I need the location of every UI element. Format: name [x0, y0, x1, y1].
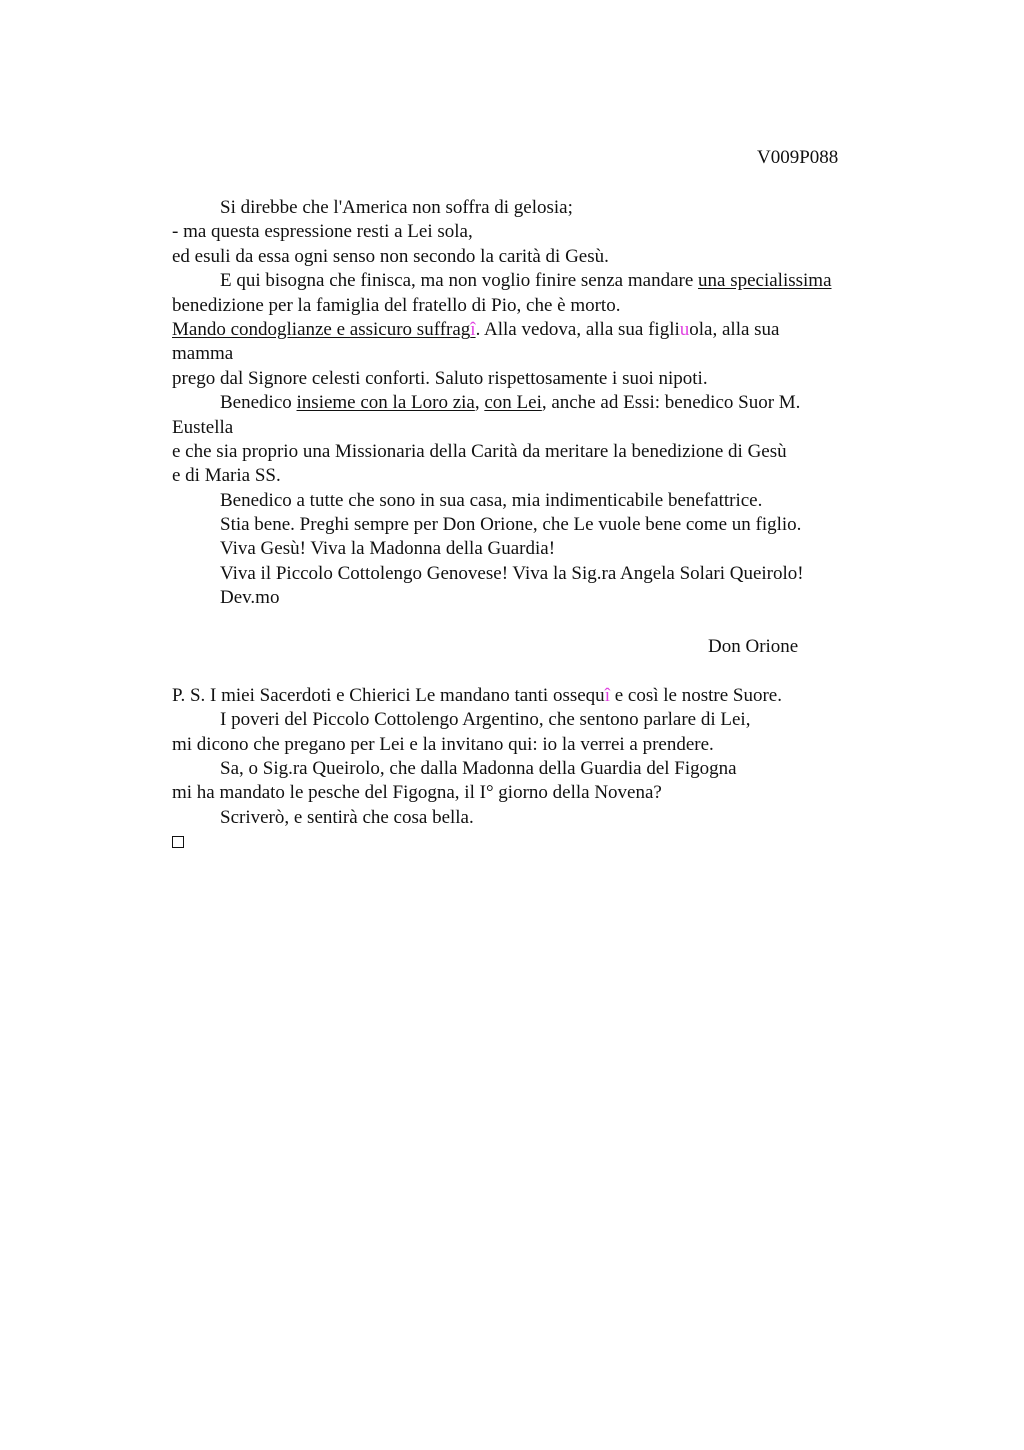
text-line: Viva il Piccolo Cottolengo Genovese! Viva la Sig.ra Angela Solari Queirolo! [220, 562, 804, 584]
page-identifier: V009P088 [757, 147, 839, 168]
text-line: Benedico a tutte che sono in sua casa, mia indimenticabile benefattrice. [220, 489, 763, 511]
text-line: prego dal Signore celesti conforti. Saluto rispettosamente i suoi nipoti. [172, 367, 708, 389]
letter-body [172, 196, 912, 855]
square-icon [172, 836, 184, 848]
underlined-text: insieme con la Loro zia [296, 392, 475, 414]
text-run: E qui bisogna che finisca, ma non voglio finire senza mandare [220, 270, 699, 292]
signature: Don Orione [708, 636, 799, 658]
text-run: . Alla vedova, alla sua figli [475, 318, 680, 340]
underlined-text: una specialissima [698, 270, 832, 292]
text-line [172, 391, 912, 415]
postscript-line: mi ha mandato le pesche del Figogna, il I° giorno della Novena? [172, 782, 662, 804]
underlined-text [172, 319, 476, 340]
underlined-text: con Lei [484, 392, 542, 414]
text-line: Si direbbe che l'America non soffra di gelosia; [220, 197, 573, 218]
text-line [172, 318, 912, 342]
correction-mark: u [679, 318, 690, 340]
postscript-line: Sa, o Sig.ra Queirolo, che dalla Madonna della Guardia del Figogna [220, 757, 737, 779]
text-run: , anche ad Essi: benedico Suor M. [541, 392, 801, 414]
blank-line [172, 611, 912, 635]
blank-line [172, 659, 912, 683]
text-run: Benedico [220, 392, 297, 414]
text-run: P. S. I miei Sacerdoti e Chierici Le mandano tanti ossequ [172, 684, 605, 706]
text-line: mamma [172, 343, 234, 365]
postscript-line [172, 684, 912, 708]
text-line: Dev.mo [220, 587, 280, 609]
text-line: Eustella [172, 416, 234, 438]
text-line [172, 269, 912, 293]
correction-mark: î [470, 318, 476, 340]
text-run: , [474, 392, 485, 414]
text-line: e che sia proprio una Missionaria della Carità da meritare la benedizione di Gesù [172, 440, 787, 462]
text-line: benedizione per la famiglia del fratello di Pio, che è morto. [172, 294, 621, 316]
postscript-line: I poveri del Piccolo Cottolengo Argentino, che sentono parlare di Lei, [220, 709, 751, 731]
postscript-line: mi dicono che pregano per Lei e la invitano qui: io la verrei a prendere. [172, 733, 714, 755]
text-run: e così le nostre Suore. [609, 684, 782, 706]
text-line: ed esuli da essa ogni senso non secondo la carità di Gesù. [172, 245, 609, 267]
end-marker [172, 830, 912, 854]
correction-mark: î [604, 684, 610, 706]
text-line: e di Maria SS. [172, 465, 281, 487]
postscript-line: Scriverò, e sentirà che cosa bella. [220, 806, 474, 828]
text-run: Mando condoglianze e assicuro suffrag [172, 318, 471, 340]
text-line: Viva Gesù! Viva la Madonna della Guardia! [220, 538, 556, 560]
text-line: Stia bene. Preghi sempre per Don Orione, che Le vuole bene come un figlio. [220, 514, 802, 536]
text-line: - ma questa espressione resti a Lei sola, [172, 221, 473, 243]
text-run: ola, alla sua [689, 318, 780, 340]
